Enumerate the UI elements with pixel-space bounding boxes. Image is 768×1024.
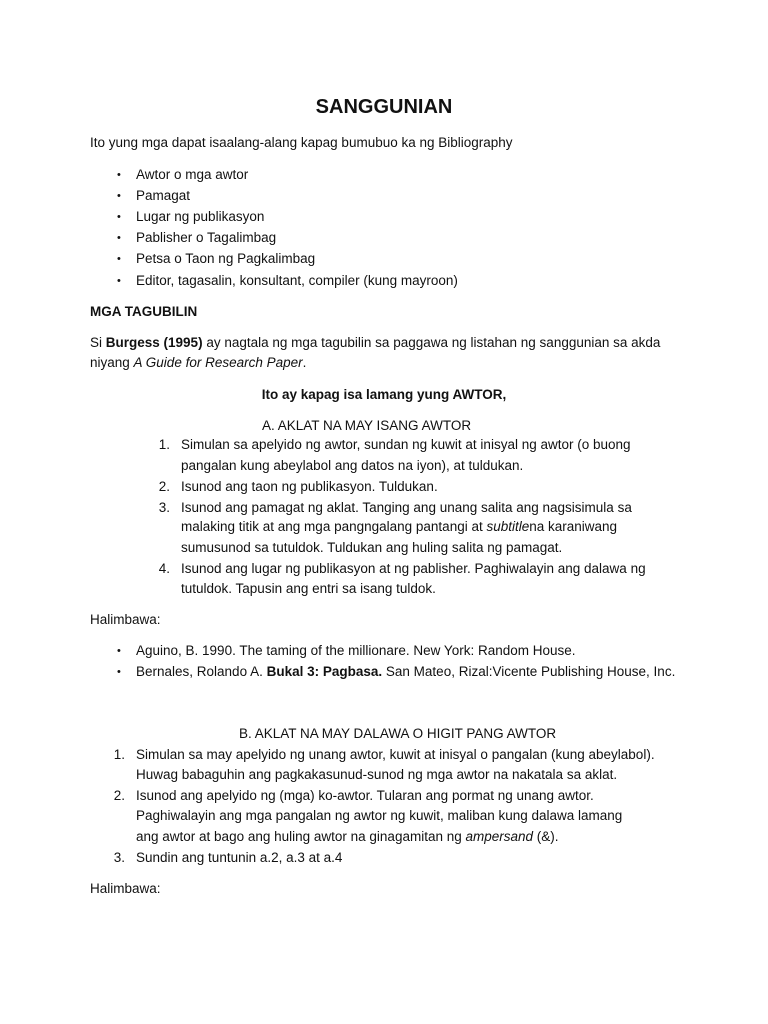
section-a-heading: A. AKLAT NA MAY ISANG AWTOR <box>262 418 472 433</box>
step-text: tutuldok. Tapusin ang entri sa isang tuldok. <box>181 581 436 596</box>
list-item: • Pamagat <box>0 186 768 207</box>
step-text: Simulan sa may apelyido ng unang awtor, kuwit at inisyal o pangalan (kung abeylabol). <box>136 747 655 762</box>
bullet-icon: • <box>117 275 121 287</box>
tagubilin-heading: MGA TAGUBILIN <box>90 304 198 319</box>
step-text: Isunod ang taon ng publikasyon. Tuldukan. <box>181 479 438 494</box>
step-text: Isunod ang apelyido ng (mga) ko-awtor. Tularan ang pormat ng unang awtor. <box>136 788 594 803</box>
step-text: pangalan kung abeylabol ang datos na iyon), at tuldukan. <box>181 458 524 473</box>
step-number: 1. <box>113 747 125 762</box>
intro-text: Ito yung mga dapat isaalang-alang kapag bumubuo ka ng Bibliography <box>90 135 513 150</box>
step-number: 1. <box>158 437 170 452</box>
bullet-icon: • <box>117 253 121 265</box>
bullet-icon: • <box>117 211 121 223</box>
step-number: 4. <box>158 561 170 576</box>
step-number: 3. <box>113 850 125 865</box>
list-item: • Awtor o mga awtor <box>0 165 768 186</box>
list-item: • Bernales, Rolando A. Bukal 3: Pagbasa. San Mateo, Rizal:Vicente Publishing House, Inc. <box>0 662 768 683</box>
step-number: 3. <box>158 500 170 515</box>
book-title: A Guide for Research Paper <box>133 355 303 370</box>
bullet-icon: • <box>117 666 121 678</box>
bullet-icon: • <box>117 169 121 181</box>
list-item: • Aguino, B. 1990. The taming of the millionare. New York: Random House. <box>0 641 768 662</box>
step-text: ang awtor at bago ang huling awtor na ginagamitan ng ampersand (&). <box>136 829 559 844</box>
step-text: sumusunod sa tutuldok. Tuldukan ang huling salita ng pamagat. <box>181 540 563 555</box>
list-item: • Petsa o Taon ng Pagkalimbag <box>0 249 768 270</box>
step-text: Simulan sa apelyido ng awtor, sundan ng kuwit at inisyal ng awtor (o buong <box>181 437 631 452</box>
bullet-icon: • <box>117 232 121 244</box>
list-item: • Lugar ng publikasyon <box>0 207 768 228</box>
italic-term: ampersand <box>465 829 534 844</box>
step-text: Paghiwalayin ang mga pangalan ng awtor ng kuwit, maliban kung dalawa lamang <box>136 808 623 823</box>
bullet-icon: • <box>117 645 121 657</box>
step-text: Sundin ang tuntunin a.2, a.3 at a.4 <box>136 850 343 865</box>
subheading: Ito ay kapag isa lamang yung AWTOR, <box>261 387 507 402</box>
list-item: • Editor, tagasalin, konsultant, compiler (kung mayroon) <box>0 271 768 292</box>
step-text: Isunod ang pamagat ng aklat. Tanging ang unang salita ang nagsisimula sa <box>181 500 632 515</box>
step-number: 2. <box>113 788 125 803</box>
section-b-heading: B. AKLAT NA MAY DALAWA O HIGIT PANG AWTOR <box>239 726 557 741</box>
bullet-icon: • <box>117 190 121 202</box>
step-text: malaking titik at ang mga pangngalang pantangi at subtitlena karaniwang <box>181 519 618 534</box>
book-title: Bukal 3: Pagbasa. <box>266 664 383 679</box>
italic-term: subtitle <box>486 519 530 534</box>
author-citation: Burgess (1995) <box>105 335 203 350</box>
list-item: • Pablisher o Tagalimbag <box>0 228 768 249</box>
step-text: Isunod ang lugar ng publikasyon at ng pablisher. Paghiwalayin ang dalawa ng <box>181 561 646 576</box>
step-text: Huwag babaguhin ang pagkakasunud-sunod ng mga awtor na nakatala sa aklat. <box>136 767 618 782</box>
step-number: 2. <box>158 479 170 494</box>
halimbawa-label: Halimbawa: <box>90 612 161 627</box>
page-title: SANGGUNIAN <box>315 96 453 118</box>
halimbawa-label: Halimbawa: <box>90 881 161 896</box>
